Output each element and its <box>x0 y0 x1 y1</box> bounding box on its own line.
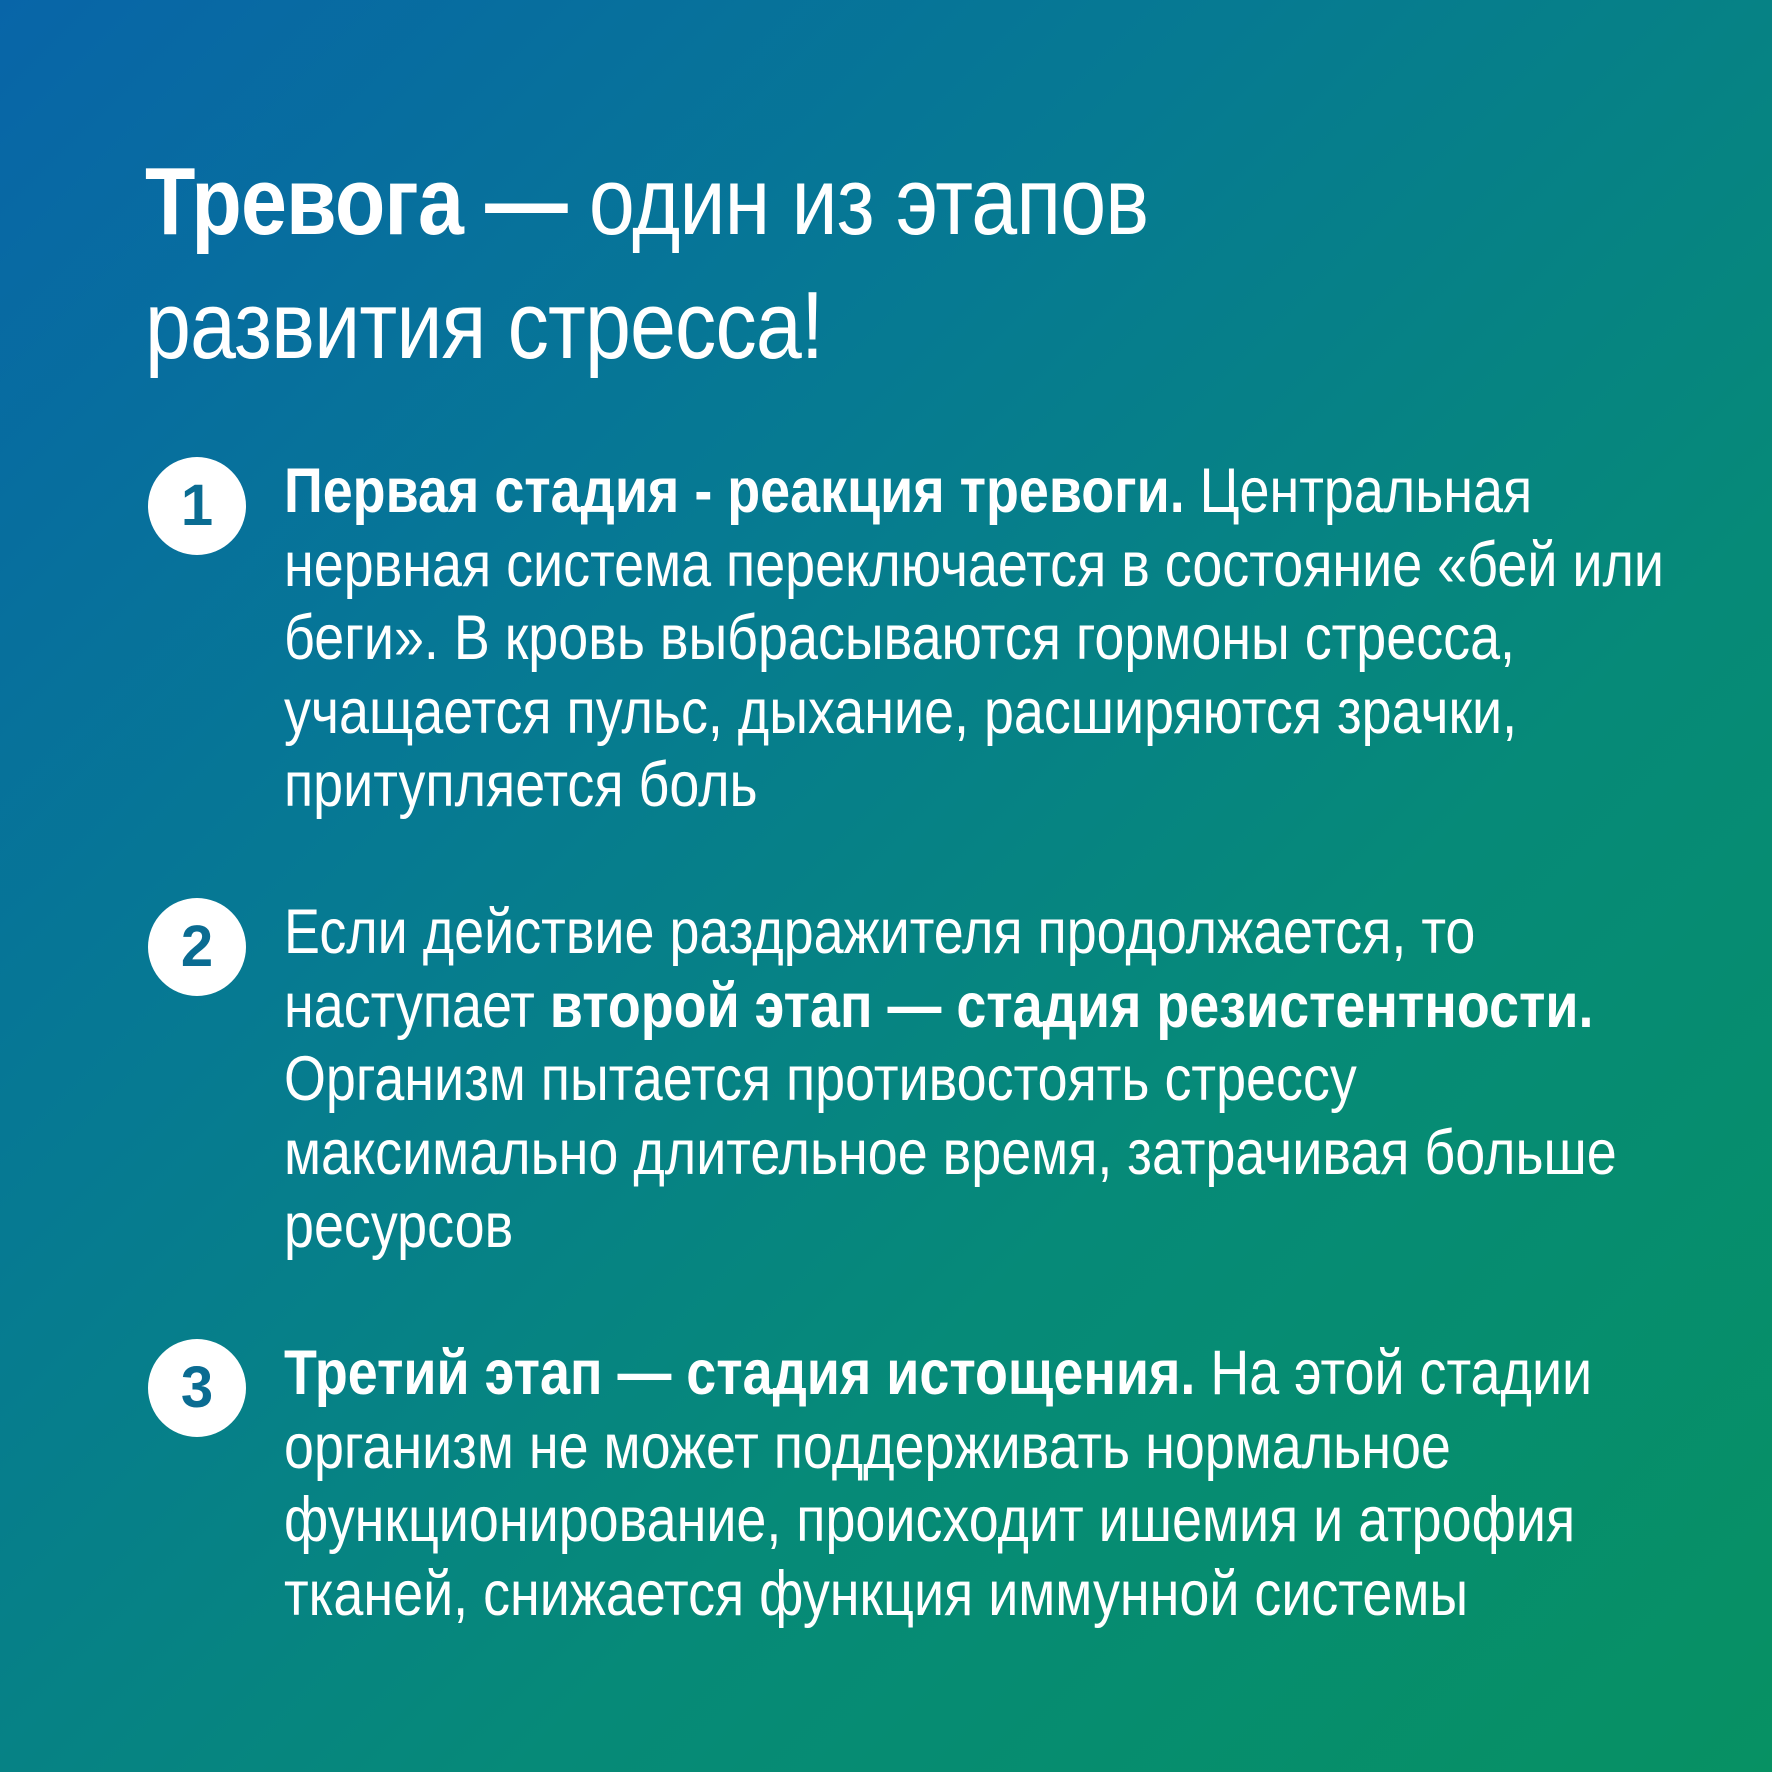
title-regular-part: один из этапов развития стресса! <box>145 148 1149 379</box>
stage-1-text <box>284 455 1703 823</box>
title-bold-part: Тревога — <box>145 148 567 255</box>
stage-2-lead: Если действие раздражителя продолжается, то наступает <box>284 897 1476 1041</box>
stage-2-description: Организм пытается противостоять стрессу максимально длительное время, затрачивая больше ресурсов <box>284 1044 1617 1261</box>
stage-3-heading: Третий этап — стадия истощения. <box>284 1338 1196 1408</box>
stage-3-text <box>284 1337 1703 1631</box>
number-badge-3: 3 <box>148 1339 246 1437</box>
stage-1-heading: Первая стадия - реакция тревоги. <box>284 456 1185 526</box>
stage-3-description: На этой стадии организм не может поддерживать нормальное функционирование, происходит ишемия и атрофия тканей, снижается функция иммунной системы <box>284 1338 1593 1629</box>
number-badge-2: 2 <box>148 898 246 996</box>
stage-2-text <box>284 896 1703 1264</box>
stage-1-description: Центральная нервная система переключается в состояние «бей или беги». В кровь выбрасываются гормоны стресса, учащается пульс, дыхание, расширяются зрачки, притупляется боль <box>284 456 1665 820</box>
page-title <box>145 140 1435 388</box>
stage-2-heading: второй этап — стадия резистентности. <box>549 970 1594 1041</box>
number-badge-1: 1 <box>148 457 246 555</box>
